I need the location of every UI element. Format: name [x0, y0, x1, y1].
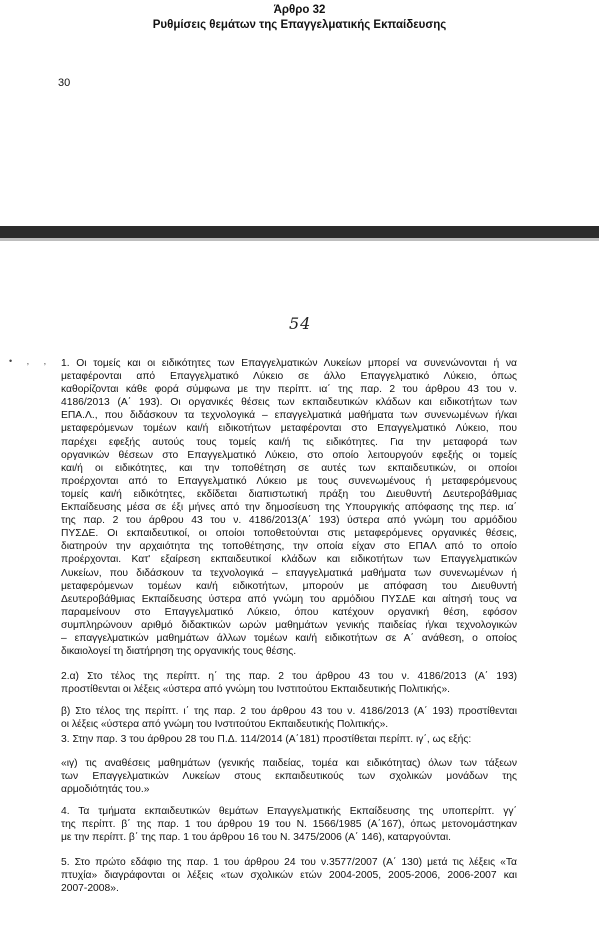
text-line: Εκπαίδευσης μέσα σε έξι μήνες από την δημοσίευση της Υπουργικής απόφασης της περ. ια΄ [61, 502, 517, 514]
text-line: της παρ. 2 του άρθρου 43 του ν. 4186/2013(Α΄ 193) ύστερα από γνώμη του αρμόδιου [61, 515, 517, 527]
page-separator-shadow [0, 238, 599, 241]
text-line: παραμείνουν στο Επαγγελματικό Λύκειο, όπου κατέχουν οργανική θέση, εφόσον [61, 606, 517, 618]
text-line: Λυκείων, που διδάσκουν τα τεχνολογικά – επαγγελματικά μαθήματα των συνενωμένων ή [61, 567, 517, 579]
text-line: της περίπτ. β΄ της παρ. 1 του άρθρου 19 του Ν. 1566/1985 (Α΄167), όπως μετονομάστηκαν [61, 819, 517, 831]
paragraph-5 [61, 856, 517, 895]
text-line: παρέχει εφεξής αυτούς τους τομείς και/ή τις ειδικότητες. Για την μεταφορά των [61, 436, 517, 448]
text-line: – επαγγελματικών μαθημάτων άλλων τομέων και/ή ειδικοτήτων σε Α΄ ανάθεση, ο οποίος [61, 632, 517, 644]
text-line: ΕΠΑ.Λ., που διδάσκουν τα τεχνολογικά – επαγγελματικά μαθήματα των συνενωμένων ή/και [61, 410, 517, 422]
text-line: 2007-2008». [61, 883, 119, 895]
text-line: πτυχία» διαγράφονται οι λέξεις «των σχολικών ετών 2004-2005, 2005-2006, 2006-2007 και [61, 870, 517, 882]
text-line: καθορίζονται κάθε φορά σύμφωνα με την περίπτ. ια΄ της παρ. 2 του άρθρου 43 του ν. [61, 384, 517, 396]
paragraph-2b [61, 705, 517, 731]
article-heading: Άρθρο 32 [273, 4, 326, 16]
scanned-page-header-area [0, 0, 599, 226]
text-line: μεταφερόμενων τομέων και/ή ειδικοτήτων μεταφέρονται στο Επαγγελματικό Λύκειο, που [61, 423, 517, 435]
text-line: β) Στο τέλος της περίπτ. ι΄ της παρ. 2 του άρθρου 43 του ν. 4186/2013 (Α΄ 193) προστίθενται [61, 706, 517, 717]
text-line: «ιγ) τις αναθέσεις μαθημάτων (γενικής παιδείας, τομέα και ειδικότητας) όλων των τάξεων [61, 758, 517, 769]
text-line: 1. Οι τομείς και οι ειδικότητες των Επαγγελματικών Λυκείων μπορεί να συνενώνονται ή να [61, 358, 517, 369]
text-line: προέρχονται από το Επαγγελματικό Λύκειο με τους συνενωμένους ή μεταφερόμενους [61, 475, 517, 487]
text-line: δικαιολογεί τη διατήρηση της οργανικής τους θέσης. [61, 646, 297, 658]
text-line: 2.α) Στο τέλος της περίπτ. η΄ της παρ. 2 του άρθρου 43 του ν. 4186/2013 (Α΄ 193) [61, 671, 517, 682]
text-line: τομείς και/ή ειδικότητες, εκδίδεται διαπιστωτική πράξη του Διευθυντή Δευτεροβάθμιας [61, 488, 517, 500]
paragraph-2a [61, 670, 517, 696]
text-line: οι λέξεις «ύστερα από γνώμη του Ινστιτούτου Εκπαιδευτικής Πολιτικής». [61, 719, 389, 731]
text-line: συμπληρώνουν αριθμό διδακτικών ωρών μαθημάτων γενικής παιδείας ή/και τεχνολογικών [61, 619, 517, 631]
text-line: 5. Στο πρώτο εδάφιο της παρ. 1 του άρθρου 24 του ν.3577/2007 (Α΄ 130) μετά τις λέξεις «Τα [61, 857, 517, 868]
text-line: με την περίπτ. β΄ της παρ. 1 του άρθρου 16 του Ν. 3475/2006 (Α΄ 146), καταργούνται. [61, 832, 452, 844]
handwritten-page-note: 54 [289, 314, 312, 333]
margin-marks: • , , [9, 356, 53, 366]
text-line: διατηρούν την αρχαιότητα της τοποθέτησης, την οποία είχαν στο ΕΠΑΛ από το οποίο [61, 541, 517, 553]
text-line: των Επαγγελματικών Λυκείων στους εκπαιδευτικούς των σχολικών μονάδων της [61, 771, 517, 783]
text-line: μεταφέρονται από Επαγγελματικό Λύκειο σε άλλο Επαγγελματικό Λύκειο, όπως [61, 371, 517, 383]
text-line: και/ή οι ειδικότητες, και την τοποθέτηση σε αυτές των εκπαιδευτικών, οι οποίοι [61, 462, 517, 474]
text-line: ΠΥΣΔΕ. Οι εκπαιδευτικοί, οι οποίοι τοποθετούνται στις μεταφερόμενες οργανικές θέσεις, [61, 528, 517, 540]
text-line: Δευτεροβάθμιας Εκπαίδευσης ύστερα από γνώμη του αρμόδιου ΠΥΣΔΕ και αίτησή τους να [61, 593, 517, 605]
paragraph-3 [61, 733, 517, 746]
text-line: προστίθενται οι λέξεις «ύστερα από γνώμη του Ινστιτούτου Εκπαιδευτικής Πολιτικής». [61, 684, 451, 696]
text-line: μεταφερόμενων τομέων και/ή ειδικοτήτων, μπορούν με απόφαση του Διευθυντή [61, 580, 517, 592]
text-line: οργανικών θέσεων στο Επαγγελματικό Λύκειο, στο οποίο λειτουργούν εφεξής οι τομείς [61, 449, 517, 461]
article-subtitle: Ρυθμίσεις θεμάτων της Επαγγελματικής Εκπαίδευσης [152, 19, 447, 31]
page-number: 30 [58, 77, 71, 89]
page-separator-band [0, 226, 599, 238]
text-line: προέρχονται. Κατ' εξαίρεση εκπαιδευτικοί κλάδων και ειδικοτήτων των Επαγγελματικών [61, 554, 517, 566]
text-line: 4. Τα τμήματα εκπαιδευτικών θεμάτων Επαγγελματικής Εκπαίδευσης της υποπερίπτ. γγ΄ [61, 806, 517, 817]
text-line: 3. Στην παρ. 3 του άρθρου 28 του Π.Δ. 114/2014 (Α΄181) προστίθεται περίπτ. ιγ΄, ως εξής: [61, 734, 472, 745]
paragraph-1 [61, 357, 517, 658]
paragraph-3-quote [61, 757, 517, 796]
text-line: 4186/2013 (Α΄ 193). Οι οργανικές θέσεις των εκπαιδευτικών κλάδων και ειδικοτήτων των [61, 397, 517, 409]
text-line: αρμοδιότητάς του.» [61, 784, 150, 796]
paragraph-4 [61, 805, 517, 844]
